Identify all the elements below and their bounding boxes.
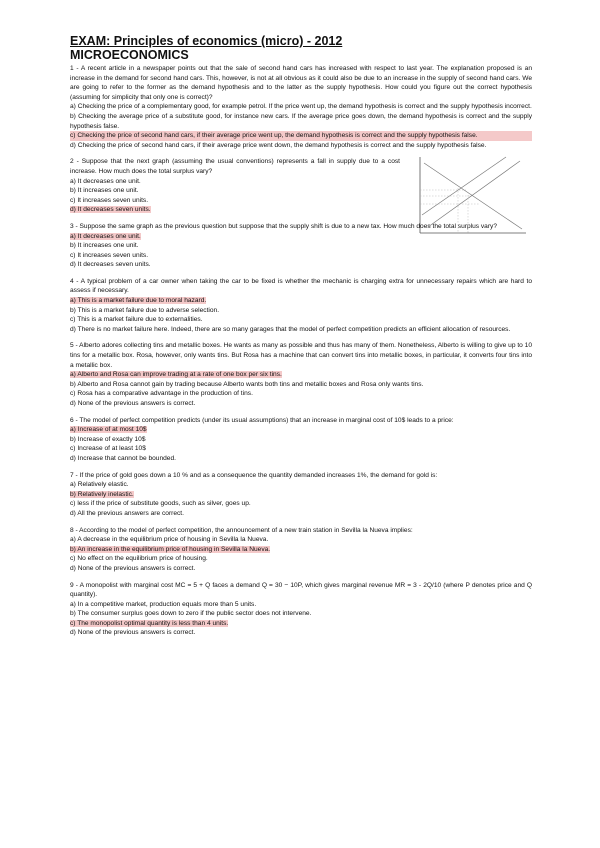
option-b: b) Checking the average price of a substitute good, for instance new cars. If the average price goes down, the demand hypothesis is correct and the supply hypothesis false.	[70, 112, 532, 130]
option-d: d) Checking the price of second hand cars, if their average price went down, the demand hypothesis is correct and the supply hypothesis false.	[70, 141, 487, 149]
question-9	[70, 581, 532, 639]
question-text: 2 - Suppose that the next graph (assuming the usual conventions) represents a fall in supply due to a cost increase. How much does the total surplus vary?	[70, 158, 400, 175]
option-c: c) This is a market failure due to externalities.	[70, 316, 203, 324]
question-text: 8 - According to the model of perfect competition, the announcement of a new train station in Sevilla la Nueva implies:	[70, 526, 413, 534]
question-8	[70, 526, 532, 574]
option-c-highlighted: c) Checking the price of second hand cars, if their average price went up, the demand hypothesis is correct and the supply hypothesis false.	[70, 131, 532, 141]
option-c: c) Rosa has a comparative advantage in the production of tins.	[70, 390, 253, 398]
option-a: a) A decrease in the equilibrium price of housing in Sevilla la Nueva.	[70, 536, 269, 544]
option-a: a) It decreases one unit.	[70, 177, 141, 185]
option-b: b) It increases one unit.	[70, 242, 139, 250]
option-b: b) Alberto and Rosa cannot gain by trading because Alberto wants both tins and metallic boxes and Rosa only wants tins.	[70, 380, 424, 388]
question-text: 6 - The model of perfect competition predicts (under its usual assumptions) that an increase in marginal cost of 10$ leads to a price:	[70, 416, 454, 424]
question-2	[70, 157, 532, 215]
option-d: d) There is no market failure here. Indeed, there are so many garages that the model of perfect competition predicts an efficient allocation of resources.	[70, 325, 511, 333]
option-a-highlighted: a) It decreases one unit.	[70, 232, 141, 240]
question-text: 4 - A typical problem of a car owner when taking the car to be fixed is whether the mechanic is charging extra for unnecessary repairs which are hard to assess if necessary.	[70, 277, 532, 295]
question-text: 5 - Alberto adores collecting tins and metallic boxes. He wants as many as possible and thus has many of them. Nonetheless, Alberto is willing to give up to 10 tins for a metallic box. Rosa, however, only wants tins. But Rosa has a machine that can convert tins into metallic boxes, in particular, it converts four tins into a metallic box.	[70, 342, 532, 369]
option-a: a) Checking the price of a complementary good, for example petrol. If the price went up, the demand hypothesis is correct and the supply hypothesis incorrect.	[70, 103, 532, 111]
question-text: 9 - A monopolist with marginal cost MC = 5 + Q faces a demand Q = 30 − 10P, which gives marginal revenue MR = 3 - 2Q/10 (where P denotes price and Q quantity).	[70, 581, 532, 599]
supply-curve-1	[428, 161, 520, 227]
option-b-highlighted: b) An increase in the equilibrium price of housing in Sevilla la Nueva.	[70, 545, 271, 553]
option-d: d) None of the previous answers is correct.	[70, 564, 196, 572]
option-a: a) In a competitive market, production equals more than 5 units.	[70, 600, 257, 608]
exam-page	[70, 34, 532, 638]
option-b-highlighted: b) Relatively inelastic.	[70, 490, 134, 498]
option-b: b) It increases one unit.	[70, 187, 139, 195]
option-c: c) It increases seven units.	[70, 251, 149, 259]
question-6	[70, 416, 532, 464]
option-d: d) All the previous answers are correct.	[70, 509, 184, 517]
option-a-highlighted: a) This is a market failure due to moral hazard.	[70, 297, 207, 305]
question-1	[70, 64, 532, 150]
question-text: 3 - Suppose the same graph as the previous question but suppose that the supply shift is due to a new tax. How much does the total surplus vary?	[70, 222, 498, 230]
option-d-highlighted: d) It decreases seven units.	[70, 206, 151, 214]
option-c-highlighted: c) The monopolist optimal quantity is less than 4 units.	[70, 619, 229, 627]
question-4	[70, 277, 532, 335]
option-d: d) None of the previous answers is correct.	[70, 400, 196, 407]
option-b: b) Increase of exactly 10$	[70, 435, 146, 443]
option-c: c) less if the price of substitute goods, such as silver, goes up.	[70, 500, 251, 508]
option-d: d) Increase that cannot be bounded.	[70, 454, 176, 462]
exam-title: EXAM: Principles of economics (micro) - 2012	[70, 34, 343, 48]
option-a-highlighted: a) Increase of at most 10$	[70, 426, 147, 434]
option-d: d) It decreases seven units.	[70, 261, 151, 269]
question-text: 1 - A recent article in a newspaper points out that the sale of second hand cars has increased with respect to last year. The explanation proposed is an increase in the demand for second hand cars. This, however, is not at all obvious as it could also be due to an increase in the supply of second hand cars. We are going to refer to the former as the demand hypothesis and to the latter as the supply hypothesis. How could you figure out the correct hypothesis (assuming for simplicity that only one is correct)?	[70, 65, 532, 101]
option-d: d) None of the previous answers is correct.	[70, 629, 196, 637]
option-b: b) This is a market failure due to adverse selection.	[70, 306, 220, 314]
option-c: c) No effect on the equilibrium price of housing.	[70, 555, 208, 563]
section-title: MICROECONOMICS	[70, 48, 189, 62]
option-a-highlighted: a) Alberto and Rosa can improve trading at a rate of one box per six tins.	[70, 371, 282, 379]
option-b: b) The consumer surplus goes down to zero if the public sector does not intervene.	[70, 610, 312, 618]
question-5	[70, 341, 532, 408]
option-c: c) Increase of at least 10$	[70, 445, 146, 453]
option-a: a) Relatively elastic.	[70, 481, 129, 489]
supply-demand-graph	[410, 155, 528, 237]
supply-curve-2	[422, 157, 506, 215]
question-text: 7 - If the price of gold goes down a 10 % and as a consequence the quantity demanded increases 1%, the demand for gold is:	[70, 471, 438, 479]
option-c: c) It increases seven units.	[70, 196, 149, 204]
question-7	[70, 471, 532, 519]
